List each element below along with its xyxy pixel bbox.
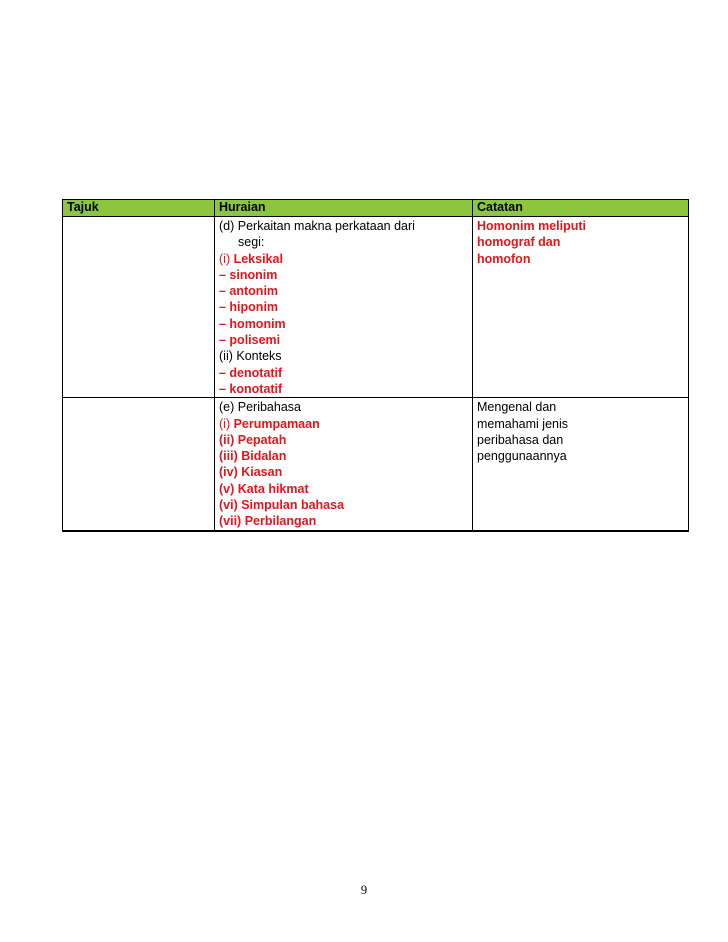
header-tajuk: Tajuk bbox=[63, 200, 215, 217]
header-huraian: Huraian bbox=[215, 200, 473, 217]
sub-heading-konteks: (ii) Konteks bbox=[219, 349, 282, 364]
list-item: – antonim bbox=[219, 284, 279, 299]
huraian-lead: (e) Peribahasa bbox=[219, 400, 301, 415]
sub-heading-label: Perumpamaan bbox=[233, 416, 320, 431]
list-item: (ii) Pepatah bbox=[219, 432, 287, 447]
catatan-line: memahami jenis bbox=[477, 416, 569, 431]
catatan-line: penggunaannya bbox=[477, 449, 567, 464]
list-item: – polisemi bbox=[219, 333, 281, 348]
catatan-cell bbox=[473, 398, 689, 531]
list-item: – sinonim bbox=[219, 267, 278, 282]
tajuk-cell bbox=[63, 398, 215, 531]
catatan-line: Mengenal dan bbox=[477, 400, 557, 415]
list-item: (vi) Simpulan bahasa bbox=[219, 498, 345, 513]
sub-heading-prefix: (i) bbox=[219, 416, 234, 431]
list-item: – konotatif bbox=[219, 381, 283, 396]
catatan-line: homograf dan bbox=[477, 235, 561, 250]
list-item: (iv) Kiasan bbox=[219, 465, 283, 480]
list-item: (iii) Bidalan bbox=[219, 449, 287, 464]
sub-heading-prefix: (i) bbox=[219, 251, 234, 266]
content-table bbox=[62, 199, 689, 532]
list-item: – homonim bbox=[219, 316, 286, 331]
huraian-cell bbox=[215, 217, 473, 398]
sub-heading-leksikal bbox=[219, 251, 468, 267]
catatan-line: peribahasa dan bbox=[477, 432, 564, 447]
list-item: (vii) Perbilangan bbox=[219, 514, 317, 529]
huraian-cell bbox=[215, 398, 473, 531]
table-row bbox=[63, 217, 689, 398]
huraian-lead: (d) Perkaitan makna perkataan dari bbox=[219, 219, 415, 233]
sub-heading-perumpamaan bbox=[219, 416, 468, 432]
list-item: – denotatif bbox=[219, 365, 283, 380]
list-item: (v) Kata hikmat bbox=[219, 481, 309, 496]
header-row bbox=[63, 200, 689, 217]
header-catatan: Catatan bbox=[473, 200, 689, 217]
page-number: 9 bbox=[360, 883, 368, 897]
huraian-lead-continuation: segi: bbox=[238, 235, 265, 250]
list-item: – hiponim bbox=[219, 300, 279, 315]
catatan-line: homofon bbox=[477, 251, 531, 266]
sub-heading-label: Leksikal bbox=[233, 251, 283, 266]
table-row bbox=[63, 398, 689, 531]
catatan-line: Homonim meliputi bbox=[477, 219, 587, 233]
catatan-cell bbox=[473, 217, 689, 398]
tajuk-cell bbox=[63, 217, 215, 398]
